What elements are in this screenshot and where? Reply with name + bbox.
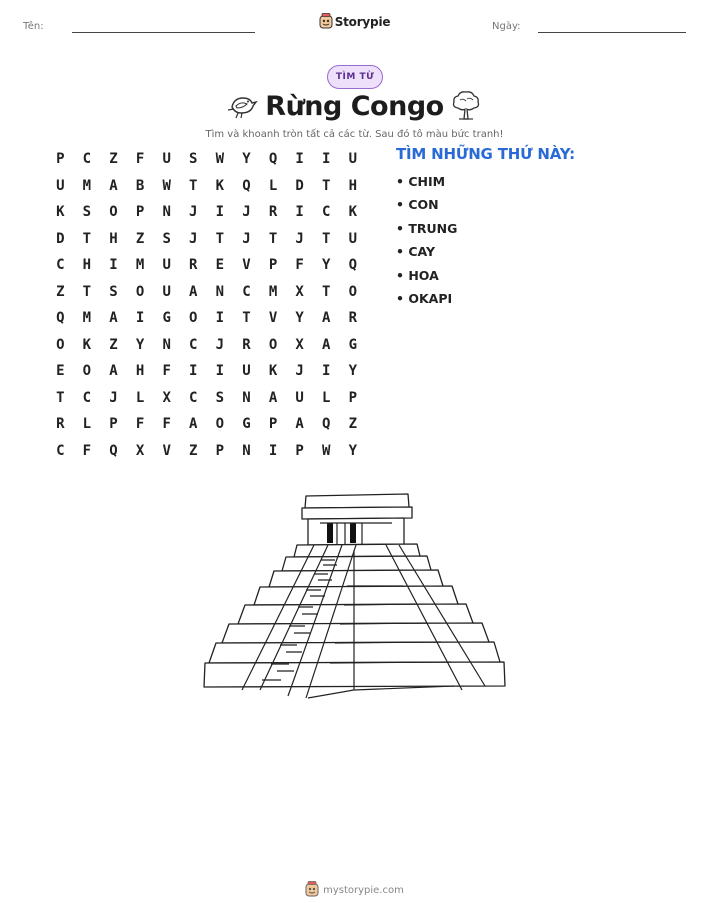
grid-cell[interactable]: C bbox=[56, 442, 65, 459]
name-label: Tên: bbox=[23, 21, 44, 32]
grid-cell[interactable]: K bbox=[82, 336, 92, 353]
grid-cell[interactable]: Y bbox=[135, 336, 145, 353]
instructions: Tìm và khoanh tròn tất cả các từ. Sau đó tô màu bức tranh! bbox=[205, 129, 504, 140]
grid-cell[interactable]: S bbox=[189, 151, 198, 167]
grid-cell[interactable]: G bbox=[348, 336, 358, 353]
grid-cell[interactable]: Z bbox=[56, 283, 65, 300]
grid-cell[interactable]: F bbox=[162, 363, 171, 379]
grid-cell[interactable]: P bbox=[348, 389, 358, 406]
grid-cell[interactable]: R bbox=[268, 204, 278, 220]
grid-cell[interactable]: C bbox=[56, 257, 65, 273]
grid-cell[interactable]: N bbox=[162, 204, 171, 220]
grid-cell[interactable]: A bbox=[322, 310, 331, 326]
grid-cell[interactable]: O bbox=[189, 310, 198, 326]
grid-cell[interactable]: Y bbox=[348, 442, 358, 459]
grid-cell[interactable]: D bbox=[295, 177, 304, 194]
grid-cell[interactable]: C bbox=[242, 283, 251, 300]
date-line[interactable] bbox=[538, 32, 686, 33]
grid-cell[interactable]: U bbox=[242, 363, 251, 379]
date-label: Ngày: bbox=[492, 21, 521, 32]
name-line[interactable] bbox=[72, 32, 255, 33]
grid-cell[interactable]: M bbox=[135, 257, 145, 273]
grid-row bbox=[47, 199, 366, 226]
grid-cell[interactable]: S bbox=[162, 230, 171, 247]
grid-cell[interactable]: D bbox=[56, 230, 65, 247]
grid-cell[interactable]: Y bbox=[322, 257, 331, 273]
grid-cell[interactable]: T bbox=[268, 230, 278, 247]
grid-cell[interactable]: J bbox=[189, 230, 198, 247]
grid-cell[interactable]: O bbox=[135, 283, 145, 300]
grid-cell[interactable]: I bbox=[109, 257, 118, 273]
grid-cell[interactable]: X bbox=[162, 389, 171, 406]
grid-row bbox=[47, 279, 366, 306]
grid-cell[interactable]: I bbox=[268, 442, 278, 459]
grid-cell[interactable]: A bbox=[268, 389, 278, 406]
grid-row bbox=[47, 252, 366, 279]
grid-row bbox=[47, 226, 366, 253]
grid-cell[interactable]: T bbox=[322, 230, 331, 247]
grid-cell[interactable]: T bbox=[242, 310, 251, 326]
grid-cell[interactable]: I bbox=[135, 310, 145, 326]
grid-cell[interactable]: I bbox=[295, 151, 304, 167]
grid-cell[interactable]: Y bbox=[242, 151, 251, 167]
brand-header bbox=[0, 13, 709, 29]
letter-grid[interactable] bbox=[47, 146, 366, 464]
grid-cell[interactable]: V bbox=[268, 310, 278, 326]
grid-cell[interactable]: N bbox=[215, 283, 225, 300]
grid-cell[interactable]: P bbox=[135, 204, 145, 220]
grid-cell[interactable]: U bbox=[162, 257, 171, 273]
grid-cell[interactable]: O bbox=[56, 336, 65, 353]
grid-cell[interactable]: I bbox=[215, 204, 225, 220]
grid-cell[interactable]: R bbox=[56, 416, 65, 432]
grid-cell[interactable]: U bbox=[348, 151, 358, 167]
grid-cell[interactable]: Y bbox=[348, 363, 358, 379]
grid-cell[interactable]: L bbox=[322, 389, 331, 406]
grid-row bbox=[47, 358, 366, 385]
grid-cell[interactable]: A bbox=[189, 283, 198, 300]
grid-cell[interactable]: J bbox=[189, 204, 198, 220]
word-item: • TRUNG bbox=[396, 220, 458, 236]
grid-cell[interactable]: O bbox=[215, 416, 225, 432]
grid-cell[interactable]: O bbox=[348, 283, 358, 300]
grid-cell[interactable]: I bbox=[322, 151, 331, 167]
grid-cell[interactable]: Q bbox=[322, 416, 331, 432]
footer bbox=[0, 881, 709, 897]
grid-cell[interactable]: V bbox=[162, 442, 171, 459]
grid-cell[interactable]: F bbox=[295, 257, 304, 273]
grid-row bbox=[47, 411, 366, 438]
grid-cell[interactable]: J bbox=[295, 363, 304, 379]
grid-cell[interactable]: P bbox=[215, 442, 225, 459]
grid-cell[interactable]: T bbox=[82, 283, 92, 300]
grid-cell[interactable]: T bbox=[322, 283, 331, 300]
grid-row bbox=[47, 173, 366, 200]
grid-cell[interactable]: J bbox=[242, 204, 251, 220]
grid-cell[interactable]: C bbox=[189, 336, 198, 353]
grid-cell[interactable]: K bbox=[215, 177, 225, 194]
grid-cell[interactable]: T bbox=[215, 230, 225, 247]
grid-cell[interactable]: Q bbox=[348, 257, 358, 273]
grid-cell[interactable]: F bbox=[82, 442, 92, 459]
word-search-badge: TÌM TỪ bbox=[327, 65, 383, 89]
grid-cell[interactable]: J bbox=[109, 389, 118, 406]
grid-cell[interactable]: F bbox=[135, 151, 145, 167]
grid-row bbox=[47, 385, 366, 412]
grid-cell[interactable]: J bbox=[215, 336, 225, 353]
grid-cell[interactable]: U bbox=[162, 151, 171, 167]
grid-cell[interactable]: A bbox=[189, 416, 198, 432]
grid-cell[interactable]: C bbox=[82, 151, 92, 167]
storypie-logo-icon bbox=[305, 881, 319, 897]
grid-cell[interactable]: L bbox=[135, 389, 145, 406]
grid-cell[interactable]: F bbox=[135, 416, 145, 432]
grid-cell[interactable]: W bbox=[215, 151, 225, 167]
grid-cell[interactable]: I bbox=[189, 363, 198, 379]
grid-cell[interactable]: X bbox=[295, 283, 304, 300]
grid-cell[interactable]: X bbox=[135, 442, 145, 459]
grid-cell[interactable]: H bbox=[348, 177, 358, 194]
footer-link[interactable]: mystorypie.com bbox=[323, 885, 404, 896]
grid-cell[interactable]: Q bbox=[109, 442, 118, 459]
word-item: • CON bbox=[396, 197, 439, 213]
grid-cell[interactable]: Z bbox=[135, 230, 145, 247]
grid-cell[interactable]: A bbox=[109, 310, 118, 326]
grid-row bbox=[47, 146, 366, 173]
grid-cell[interactable]: A bbox=[109, 363, 118, 379]
grid-cell[interactable]: Z bbox=[109, 336, 118, 353]
grid-cell[interactable]: H bbox=[135, 363, 145, 379]
grid-cell[interactable]: C bbox=[322, 204, 331, 220]
word-item: • OKAPI bbox=[396, 290, 453, 306]
grid-cell[interactable]: W bbox=[162, 177, 171, 194]
grid-cell[interactable]: Q bbox=[268, 151, 278, 167]
grid-cell[interactable]: U bbox=[56, 177, 65, 194]
word-list-title: TÌM NHỮNG THỨ NÀY: bbox=[396, 145, 575, 163]
grid-cell[interactable]: U bbox=[348, 230, 358, 247]
page-title: Rừng Congo bbox=[265, 91, 444, 122]
grid-cell[interactable]: I bbox=[295, 204, 304, 220]
grid-cell[interactable]: V bbox=[242, 257, 251, 273]
grid-cell[interactable]: U bbox=[295, 389, 304, 406]
word-item: • HOA bbox=[396, 267, 439, 283]
grid-cell[interactable]: A bbox=[322, 336, 331, 353]
grid-cell[interactable]: R bbox=[189, 257, 198, 273]
grid-cell[interactable]: K bbox=[348, 204, 358, 220]
grid-row bbox=[47, 305, 366, 332]
grid-cell[interactable]: U bbox=[162, 283, 171, 300]
grid-cell[interactable]: X bbox=[295, 336, 304, 353]
grid-cell[interactable]: P bbox=[268, 416, 278, 432]
word-item: • CAY bbox=[396, 244, 436, 260]
grid-row bbox=[47, 438, 366, 465]
grid-cell[interactable]: S bbox=[82, 204, 92, 220]
grid-cell[interactable]: Y bbox=[295, 310, 304, 326]
grid-cell[interactable]: E bbox=[56, 363, 65, 379]
grid-cell[interactable]: J bbox=[242, 230, 251, 247]
grid-cell[interactable]: P bbox=[109, 416, 118, 432]
storypie-logo-icon bbox=[319, 13, 333, 29]
grid-cell[interactable]: N bbox=[242, 389, 251, 406]
grid-cell[interactable]: K bbox=[56, 204, 65, 220]
grid-cell[interactable]: S bbox=[109, 283, 118, 300]
grid-cell[interactable]: I bbox=[215, 363, 225, 379]
grid-cell[interactable]: F bbox=[162, 416, 171, 432]
grid-cell[interactable]: O bbox=[268, 336, 278, 353]
grid-cell[interactable]: W bbox=[322, 442, 331, 459]
word-item: • CHIM bbox=[396, 174, 446, 189]
grid-cell[interactable]: P bbox=[295, 442, 304, 459]
grid-cell[interactable]: Z bbox=[189, 442, 198, 459]
brand-name: Storypie bbox=[334, 15, 391, 29]
grid-cell[interactable]: K bbox=[268, 363, 278, 379]
grid-cell[interactable]: T bbox=[322, 177, 331, 194]
grid-cell[interactable]: P bbox=[268, 257, 278, 273]
grid-cell[interactable]: S bbox=[215, 389, 225, 406]
grid-cell[interactable]: C bbox=[189, 389, 198, 406]
grid-cell[interactable]: G bbox=[162, 310, 171, 326]
grid-cell[interactable]: I bbox=[215, 310, 225, 326]
grid-cell[interactable]: H bbox=[82, 257, 92, 273]
grid-cell[interactable]: R bbox=[242, 336, 251, 353]
tree-icon bbox=[450, 88, 482, 122]
grid-cell[interactable]: N bbox=[162, 336, 171, 353]
grid-cell[interactable]: L bbox=[82, 416, 92, 432]
grid-cell[interactable]: R bbox=[348, 310, 358, 326]
grid-cell[interactable]: M bbox=[82, 310, 92, 326]
grid-cell[interactable]: Q bbox=[242, 177, 251, 194]
grid-cell[interactable]: A bbox=[109, 177, 118, 194]
grid-cell[interactable]: C bbox=[82, 389, 92, 406]
grid-cell[interactable]: H bbox=[109, 230, 118, 247]
grid-cell[interactable]: B bbox=[135, 177, 145, 194]
grid-cell[interactable]: G bbox=[242, 416, 251, 432]
grid-cell[interactable]: T bbox=[82, 230, 92, 247]
grid-cell[interactable]: P bbox=[56, 151, 65, 167]
grid-cell[interactable]: A bbox=[295, 416, 304, 432]
grid-cell[interactable]: I bbox=[322, 363, 331, 379]
grid-cell[interactable]: T bbox=[189, 177, 198, 194]
grid-cell[interactable]: N bbox=[242, 442, 251, 459]
pyramid-illustration[interactable] bbox=[202, 490, 507, 705]
grid-cell[interactable]: E bbox=[215, 257, 225, 273]
grid-row bbox=[47, 332, 366, 359]
grid-cell[interactable]: M bbox=[268, 283, 278, 300]
grid-cell[interactable]: T bbox=[56, 389, 65, 406]
grid-cell[interactable]: L bbox=[268, 177, 278, 194]
grid-cell[interactable]: Q bbox=[56, 310, 65, 326]
grid-cell[interactable]: Z bbox=[109, 151, 118, 167]
grid-cell[interactable]: M bbox=[82, 177, 92, 194]
grid-cell[interactable]: Z bbox=[348, 416, 358, 432]
word-list bbox=[396, 170, 457, 310]
grid-cell[interactable]: O bbox=[109, 204, 118, 220]
grid-cell[interactable]: J bbox=[295, 230, 304, 247]
grid-cell[interactable]: O bbox=[82, 363, 92, 379]
